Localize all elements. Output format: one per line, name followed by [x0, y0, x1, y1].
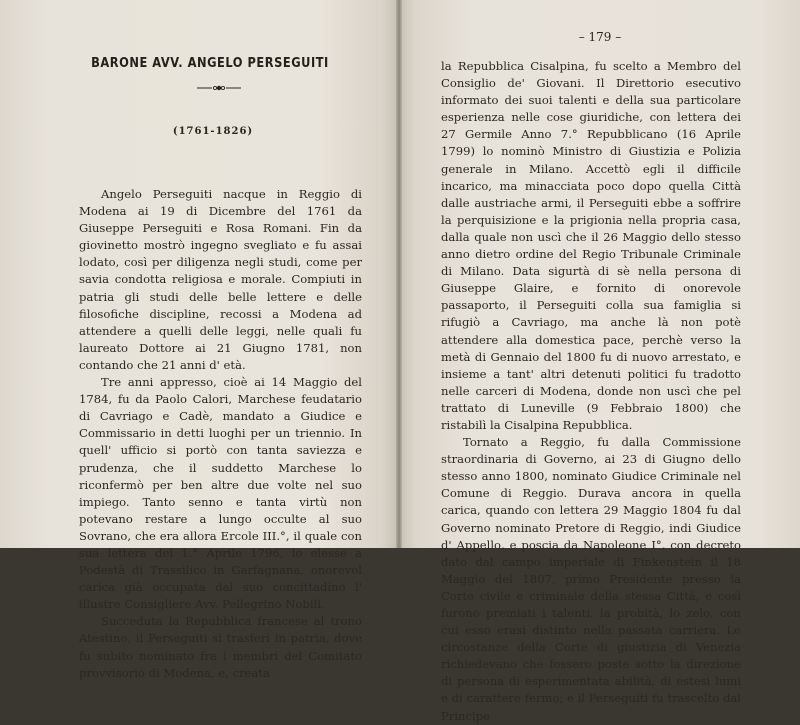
page-number: – 179 –	[578, 30, 622, 44]
biography-title: BARONE AVV. ANGELO PERSEGUITI	[91, 56, 329, 71]
left-body-text	[79, 186, 362, 682]
paragraph: Tornato a Reggio, fu dalla Commissione straordinaria di Governo, ai 23 di Giugno dello stesso anno 1800, nominato Giudice Criminale nel Comune di Reggio. Durava ancora in quella carica, quando con lettera 29 Maggio 1804 fu dal Governo nominato Pretore di Reggio, indi Giudice d' Appello, e poscia da Napoleone I°, con decreto dato dal campo imperiale di Finkenstein il 18 Maggio del 1807, primo Presidente presso la Corte civile e criminale della stessa Città, e così furono premiati i talenti, la probità, lo zelo, con cui esso erasi distinto nella passata carriera. Le circostanze della Corte di giustizia di Venezia richiedevano che fossero poste sotto la direzione di persona di esperimentata abilità, di estesi lumi e di carattere fermo; e il Perseguiti fu trascelto dal Principe	[441, 435, 741, 723]
left-page	[0, 0, 398, 680]
paragraph: Succeduta la Repubblica francese al trono Atestino, il Perseguiti si trasferì in patria, dove fu subito nominato fra i membri del Comitato provvisorio di Modena, e, creata	[79, 614, 362, 680]
right-body-text	[441, 58, 741, 725]
paragraph: Angelo Perseguiti nacque in Reggio di Modena ai 19 di Dicembre del 1761 da Giuseppe Perseguiti e Rosa Romani. Fin da giovinetto mostrò ingegno svegliato e fu assai lodato, così per diligenza negli studi, come per savia condotta religiosa e morale. Compiuti in patria gli studi delle belle lettere e delle filosofiche discipline, recossi a Modena ad attendere a quelli delle leggi, nelle quali fu laureato Dottore ai 21 Giugno 1781, non contando che 21 anni d' età.	[79, 187, 362, 372]
ornament-divider-icon	[195, 84, 243, 92]
right-page	[400, 0, 800, 723]
paragraph: la Repubblica Cisalpina, fu scelto a Membro del Consiglio de' Giovani. Il Direttorio esecutivo informato dei suoi talenti e della sua particolare esperienza nelle cose giuridiche, con lettera dei 27 Germile Anno 7.° Repubblicano (16 Aprile 1799) lo nominò Ministro di Giustizia e Polizia generale in Milano. Accettò egli il difficile incarico, ma minacciata poco dopo quella Città dalle austriache armi, il Perseguiti ebbe a soffrire la perquisizione e la prigionia nella propria casa, dalla quale non uscì che il 26 Maggio dello stesso anno dietro ordine del Regio Tribunale Criminale di Milano. Data sigurtà di sè nella persona di Giuseppe Glaire, e fornito di onorevole passaporto, il Perseguiti colla sua famiglia si rifugiò a Cavriago, ma anche là non potè attendere alla domestica pace, perchè verso la metà di Gennaio del 1800 fu di nuovo arrestato, e insieme a tant' altri detenuti politici fu tradotto nelle carceri di Modena, donde non uscì che pel trattato di Luneville (9 Febbraio 1800) che ristabilì la Cisalpina Repubblica.	[441, 59, 741, 432]
paragraph: Tre anni appresso, cioè ai 14 Maggio del 1784, fu da Paolo Calori, Marchese feudatario di Cavriago e Cadè, mandato a Giudice e Commissario in detti luoghi per un triennio. In quell' ufficio si portò con tanta saviezza e prudenza, che il suddetto Marchese lo riconfermò per ben altre due volte nel suo impiego. Tanto senno e tanta virtù non potevano restare a lungo occulte al suo Sovrano, che era allora Ercole III.°, il quale con sua lettera del 1.° Aprile 1796, lo elesse a Podestà di Trassilico in Garfagnana, onorevol carica già occupata dal suo concittadino l' illustre Consigliere Avv. Pellegrino Nobili.	[79, 375, 362, 612]
book-gutter	[396, 0, 402, 548]
life-dates: (1761-1826)	[172, 126, 254, 137]
